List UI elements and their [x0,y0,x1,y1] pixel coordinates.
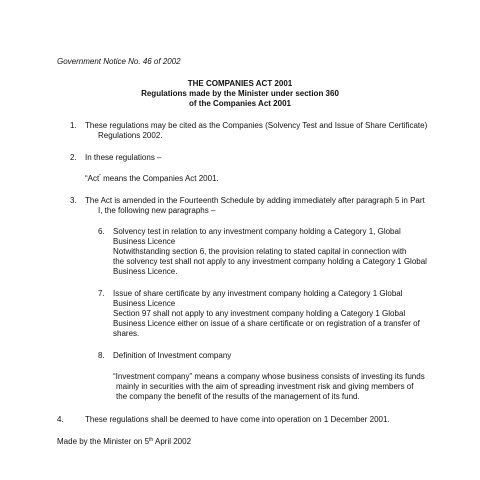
paragraph-text: Section 97 shall not apply to any investment company holding a Category 1 Global [113,309,406,318]
item-text: In these regulations – [85,153,162,162]
paragraph-heading: Issue of share certificate by any investment company holding a Category 1 Global [113,289,403,298]
paragraph-heading: Solvency test in relation to any investment company holding a Category 1, Global [113,227,401,236]
paragraph-text: shares. [113,329,140,338]
paragraph-text: mainly in securities with the aim of spreading investment risk and giving members of [116,382,414,391]
definition-quote: ” [99,174,101,180]
title-of-act: of the Companies Act 2001 [189,99,291,108]
notice-number: Government Notice No. 46 of 2002 [57,57,181,66]
item-number: 3. [70,196,77,205]
paragraph-number: 7. [98,289,105,298]
signature-date: April 2002 [153,437,192,446]
signature-line [57,437,191,447]
paragraph-text: the solvency test shall not apply to any investment company holding a Category 1 Global [113,257,427,266]
item-number: 2. [70,153,77,162]
title-act: THE COMPANIES ACT 2001 [187,79,293,88]
paragraph-text: Business Licence either on issue of a share certificate or on registration of a transfer of [113,319,420,328]
paragraph-number: 8. [98,351,105,360]
item-text: Regulations 2002. [98,131,163,140]
item-text: I, the following new paragraphs – [98,206,216,215]
paragraph-text: Notwithstanding section 6, the provision relating to stated capital in connection with [113,247,407,256]
paragraph-text: the company the benefit of the results of the management of its fund. [116,392,360,401]
item-text: The Act is amended in the Fourteenth Schedule by adding immediately after paragraph 5 in Part [85,196,425,205]
paragraph-heading: Business Licence [113,237,176,246]
paragraph-text: “Investment company” means a company whose business consists of investing its funds [113,372,425,381]
item-text: These regulations may be cited as the Companies (Solvency Test and Issue of Share Certificate) [85,121,428,130]
title-regulations: Regulations made by the Minister under section 360 [141,89,339,98]
paragraph-number: 6. [98,227,105,236]
signature-text: Made by the Minister on 5 [57,437,150,446]
signature-ordinal: th [149,437,154,443]
item-number: 1. [70,121,77,130]
definition-act [85,174,219,184]
paragraph-heading: Business Licence [113,299,176,308]
paragraph-heading: Definition of Investment company [113,351,232,360]
definition-text: means the Companies Act 2001. [100,174,219,183]
paragraph-text: Business Licence. [113,267,178,276]
item-text: These regulations shall be deemed to have come into operation on 1 December 2001. [85,415,390,424]
item-number: 4. [57,415,64,424]
definition-term: “Act [85,174,100,183]
